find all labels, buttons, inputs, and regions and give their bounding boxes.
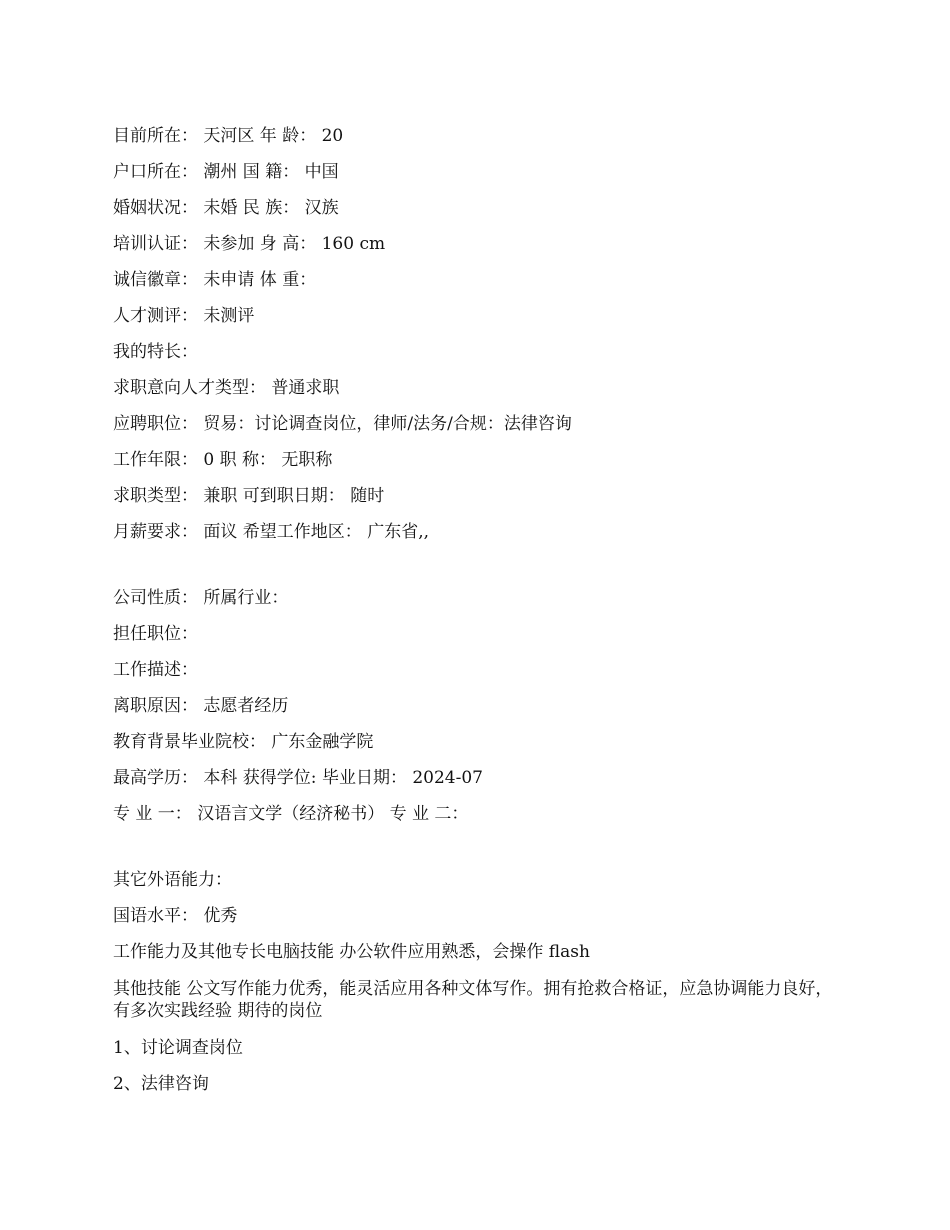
applied-position-line: 应聘职位： 贸易：讨论调查岗位，律师/法务/合规：法律咨询 bbox=[113, 414, 572, 434]
marital-status-line: 婚姻状况： 未婚 民 族： 汉族 bbox=[113, 198, 339, 218]
training-certification-line: 培训认证： 未参加 身 高： 160 cm bbox=[113, 234, 386, 254]
job-intention-section bbox=[113, 374, 843, 554]
leaving-reason-line: 离职原因： 志愿者经历 bbox=[113, 696, 289, 716]
mandarin-level-line: 国语水平： 优秀 bbox=[113, 906, 238, 926]
skills-section bbox=[113, 866, 843, 1106]
current-location-line: 目前所在： 天河区 年 龄： 20 bbox=[113, 126, 344, 146]
company-nature-line: 公司性质： 所属行业： bbox=[113, 588, 289, 608]
talent-type-line: 求职意向人才类型： 普通求职 bbox=[113, 378, 340, 398]
household-registration-line: 户口所在： 潮州 国 籍： 中国 bbox=[113, 162, 339, 182]
education-section bbox=[113, 728, 843, 836]
integrity-badge-line: 诚信徽章： 未申请 体 重： bbox=[113, 270, 317, 290]
held-position-line: 担任职位： bbox=[113, 624, 198, 644]
specialty-line: 我的特长： bbox=[113, 342, 198, 362]
work-years-line: 工作年限： 0 职 称： 无职称 bbox=[113, 450, 333, 470]
other-skills-paragraph: 其他技能 公文写作能力优秀，能灵活应用各种文体写作。拥有抢救合格证，应急协调能力良好，有多次实践经验 期待的岗位 bbox=[113, 979, 833, 1021]
section-spacer bbox=[113, 554, 843, 584]
graduate-school-line: 教育背景毕业院校： 广东金融学院 bbox=[113, 732, 374, 752]
work-experience-section bbox=[113, 584, 843, 728]
salary-requirement-line: 月薪要求： 面议 希望工作地区： 广东省,, bbox=[113, 522, 430, 542]
job-type-line: 求职类型： 兼职 可到职日期： 随时 bbox=[113, 486, 385, 506]
personal-info-section bbox=[113, 122, 843, 374]
section-spacer bbox=[113, 836, 843, 866]
job-description-line: 工作描述： bbox=[113, 660, 198, 680]
expected-position-item: 1、讨论调查岗位 bbox=[113, 1038, 243, 1058]
computer-skills-line: 工作能力及其他专长电脑技能 办公软件应用熟悉，会操作 flash bbox=[113, 942, 590, 962]
resume-content bbox=[113, 122, 843, 1106]
major-line: 专 业 一： 汉语言文学（经济秘书） 专 业 二： bbox=[113, 804, 469, 824]
talent-assessment-line: 人才测评： 未测评 bbox=[113, 306, 255, 326]
expected-position-item: 2、法律咨询 bbox=[113, 1074, 209, 1094]
highest-degree-line: 最高学历： 本科 获得学位: 毕业日期： 2024-07 bbox=[113, 768, 483, 788]
foreign-language-line: 其它外语能力： bbox=[113, 870, 232, 890]
